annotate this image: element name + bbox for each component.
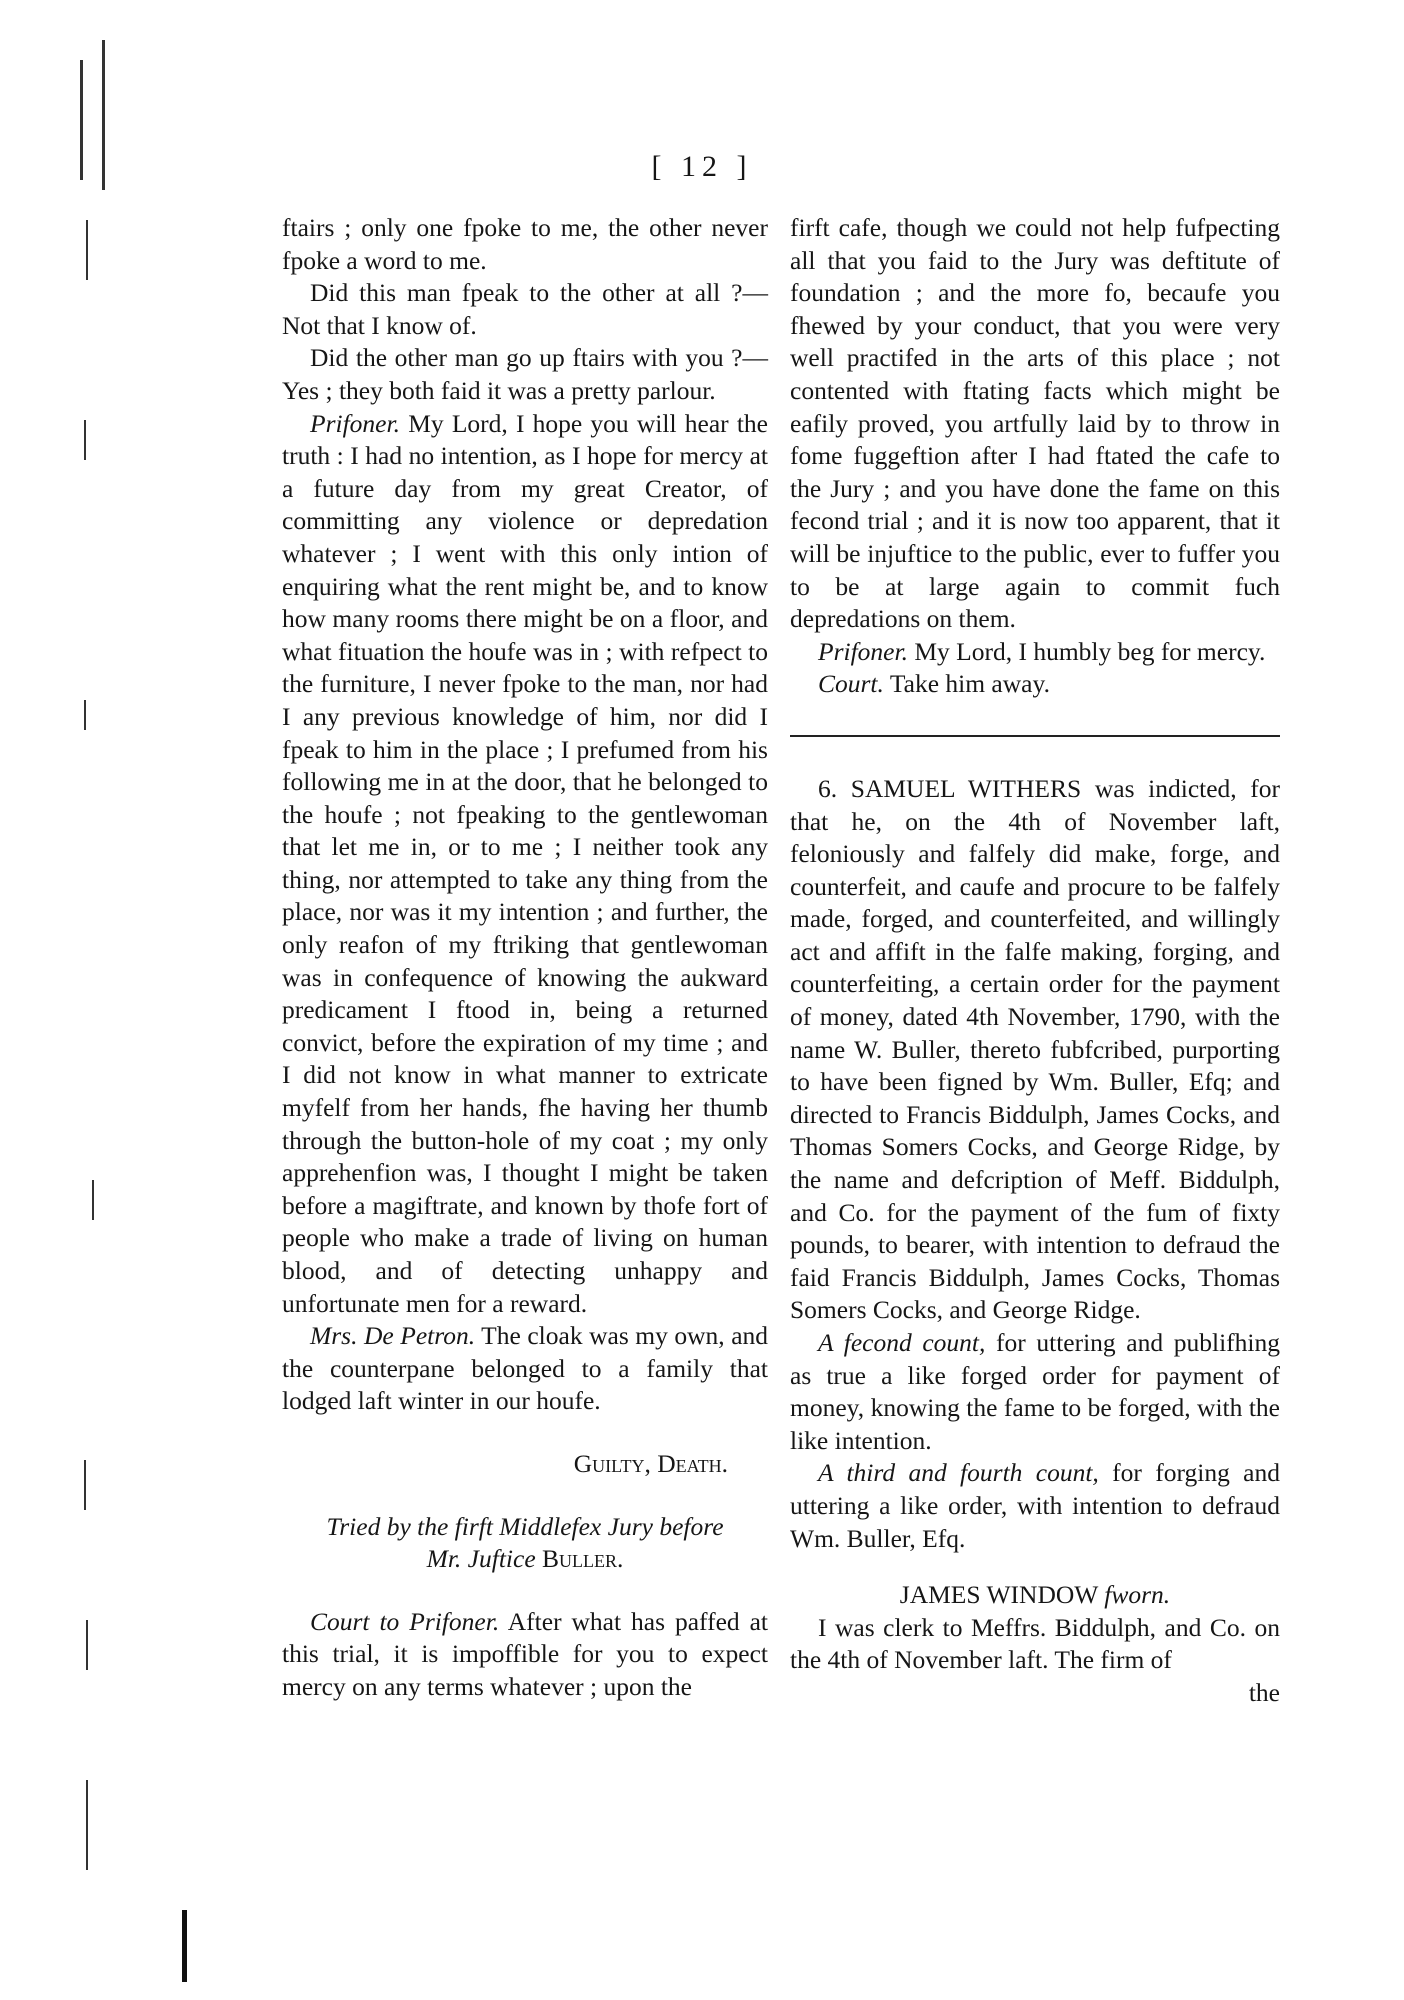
sworn-label: fworn. [1104, 1580, 1171, 1610]
count-text: for uttering and publifhing as true a like forged order for payment of money, knowing the fame to be forged, with the like intention. [790, 1328, 1280, 1455]
speaker-label: Prifoner. [818, 636, 908, 666]
speech-text: My Lord, I humbly beg for mercy. [914, 636, 1266, 666]
speaker-label: Court to Prifoner. [310, 1606, 500, 1636]
speech-text: The cloak was my own, and the counterpane belonged to a family that lodged laft winter in our houfe. [282, 1321, 769, 1416]
speaker-label: Mrs. De Petron. [310, 1321, 476, 1351]
paragraph [790, 1457, 1280, 1555]
case-number: 6. [818, 773, 838, 803]
page-number: [ 12 ] [651, 150, 753, 183]
binding-margin [0, 0, 140, 2000]
paragraph [790, 636, 1280, 669]
paragraph [282, 1606, 768, 1704]
tried-line: Tried by the firft Middlefex Jury before [326, 1511, 724, 1541]
tried-before [282, 1511, 768, 1576]
paragraph: I was clerk to Meffrs. Biddulph, and Co. on the 4th of November laft. The firm of [790, 1612, 1280, 1675]
paragraph [282, 408, 768, 1321]
count-label: A fecond count, [818, 1328, 986, 1357]
right-column [790, 212, 1280, 1710]
speaker-label: Court. [818, 669, 884, 699]
paragraph: Did this man fpeak to the other at all ?— Not that I know of. [282, 278, 768, 340]
left-column [282, 212, 768, 1704]
paragraph [282, 1320, 768, 1418]
witness-name: JAMES WINDOW [899, 1580, 1098, 1610]
count-label: A third and fourth count, [818, 1458, 1099, 1488]
indictment-paragraph [790, 773, 1280, 1327]
speech-text: Take him away. [889, 669, 1050, 699]
witness-heading [790, 1579, 1280, 1612]
speaker-label: Prifoner. [310, 408, 400, 438]
paragraph [790, 1327, 1280, 1457]
verdict: Guilty, Death. [573, 1448, 728, 1478]
speech-text: After what has paffed at this trial, it is impoffible for you to expect mercy on any terms whatever ; upon the [282, 1606, 768, 1701]
count-text: for forging and uttering a like order, with intention to defraud Wm. Buller, Efq. [790, 1458, 1280, 1553]
speech-text: My Lord, I hope you will hear the truth : I had no intention, as I hope for mercy at a future day from my great Creator, of committing any violence or depredation whatever ; I went with this only intion of enquiring what the rent might be, and to know how many rooms there might be on a floor, and what fituation the houfe was in ; with refpect to the furniture, I never fpoke to the man, nor had I any previous knowledge of him, nor did I fpeak to him in the place ; I prefumed from his following me in at the door, that he belonged to the houfe ; not fpeaking to the gentlewoman that let me in, or to me ; I neither took any thing, nor attempted to take any thing from the place, nor was it my intention ; and further, the only reafon of my ftriking that gentlewoman was in confequence of knowing the aukward predicament I ftood in, being a returned convict, before the expiration of my time ; and I did not know in what manner to extricate myfelf from her hands, fhe having her thumb through the button-hole of my coat ; my only apprehenfion was, I thought I might be taken before a magiftrate, and known by thofe fort of people who make a trade of living on human blood, and of detecting unhappy and unfortunate men for a reward. [282, 408, 768, 1318]
paragraph: firft cafe, though we could not help fufpecting all that you faid to the Jury was deftitute of foundation ; and the more fo, becaufe you fhewed by your conduct, that you were very well practifed in the arts of this place ; not contented with ftating facts which might be eafily proved, you artfully laid by to throw in fome fuggeftion after I had ftated the cafe to the Jury ; and you have done the fame on this fecond trial ; and it is now too apparent, that it will be injuftice to the public, ever to fuffer you to be at large again to commit fuch depredations on them. [790, 213, 1280, 634]
judge-title: Mr. Juftice [426, 1544, 536, 1574]
catchword: the [1248, 1677, 1280, 1707]
paragraph [790, 668, 1280, 701]
defendant-name: SAMUEL WITHERS [850, 773, 1082, 803]
paragraph: ftairs ; only one fpoke to me, the other never fpoke a word to me. [282, 213, 768, 275]
judge-name: Buller. [542, 1544, 624, 1574]
section-divider [790, 735, 1280, 737]
paragraph: Did the other man go up ftairs with you ?—Yes ; they both faid it was a pretty parlour. [282, 343, 768, 405]
indictment-text: was indicted, for that he, on the 4th of November laft, feloniously and falfely did make, forge, and counterfeit, and caufe and procure to be falfely made, forged, and counterfeited, and willingly act and affift in the falfe making, forging, and counterfeiting, a certain order for the payment of money, dated 4th November, 1790, with the name W. Buller, thereto fubfcribed, purporting to have been figned by Wm. Buller, Efq; and directed to Francis Biddulph, James Cocks, and Thomas Somers Cocks, and George Ridge, by the name and defcription of Meff. Biddulph, and Co. for the payment of the fum of fixty pounds, to bearer, with intention to defraud the faid Francis Biddulph, James Cocks, Thomas Somers Cocks, and George Ridge. [790, 773, 1281, 1325]
